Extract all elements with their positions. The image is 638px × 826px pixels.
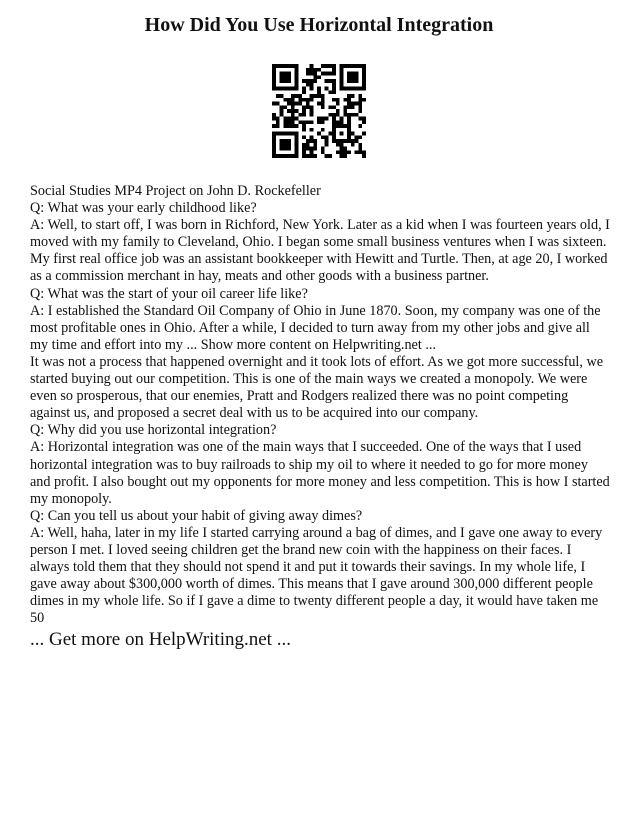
answer-dimes: A: Well, haha, later in my life I started carrying around a bag of dimes, and I gave one away to every person I met. I loved seeing children get the brand new coin with the happiness on their faces. I always told them that they should not spend it and put it towards their savings. In my whole life, I gave away about $300,000 worth of dimes. This means that I gave around 300,000 different people dimes in my whole life. So if I gave a dime to twenty different people a day, it would have taken me 50 [30, 524, 603, 627]
project-heading: Social Studies MP4 Project on John D. Rockefeller [30, 183, 321, 199]
question-oil-career: Q: What was the start of your oil career life like? [30, 285, 308, 302]
qr-code-icon [272, 64, 366, 158]
question-dimes: Q: Can you tell us about your habit of giving away dimes? [30, 507, 363, 524]
page-title: How Did You Use Horizontal Integration [144, 14, 494, 36]
question-childhood: Q: What was your early childhood like? [30, 200, 257, 217]
paragraph-monopoly: It was not a process that happened overnight and it took lots of effort. As we got more successful, we started buying out our competition. This is one of the main ways we created a monopoly. We were even so prosperous, that our enemies, Pratt and Rodgers realized there was no point competing against us, and proposed a secret deal with us to be acquired into our company. [30, 353, 604, 422]
answer-oil-career: A: I established the Standard Oil Company of Ohio in June 1870. Soon, my company was one of the most profitable ones in Ohio. After a while, I decided to turn away from my other jobs and give all my time and effort into my ... Show more content on Helpwriting.net ... [30, 302, 601, 353]
document-body [30, 183, 610, 627]
answer-horizontal-integration: A: Horizontal integration was one of the main ways that I succeeded. One of the ways that I used horizontal integration was to buy railroads to ship my oil to where it needed to go for more money and profit. I also bought out my opponents for more money and less competition. This is how I started my monopoly. [30, 439, 610, 507]
answer-childhood: A: Well, to start off, I was born in Richford, New York. Later as a kid when I was fourteen years old, I moved with my family to Cleveland, Ohio. I began some small business ventures when I was sixteen. My first real office job was an assistant bookkeeper with Hewitt and Turtle. Then, at age 20, I worked as a commission merchant in hay, meats and other goods with a business partner. [30, 217, 610, 285]
question-horizontal-integration: Q: Why did you use horizontal integration? [30, 422, 277, 439]
get-more-link[interactable]: ... Get more on HelpWriting.net ... [30, 629, 291, 650]
